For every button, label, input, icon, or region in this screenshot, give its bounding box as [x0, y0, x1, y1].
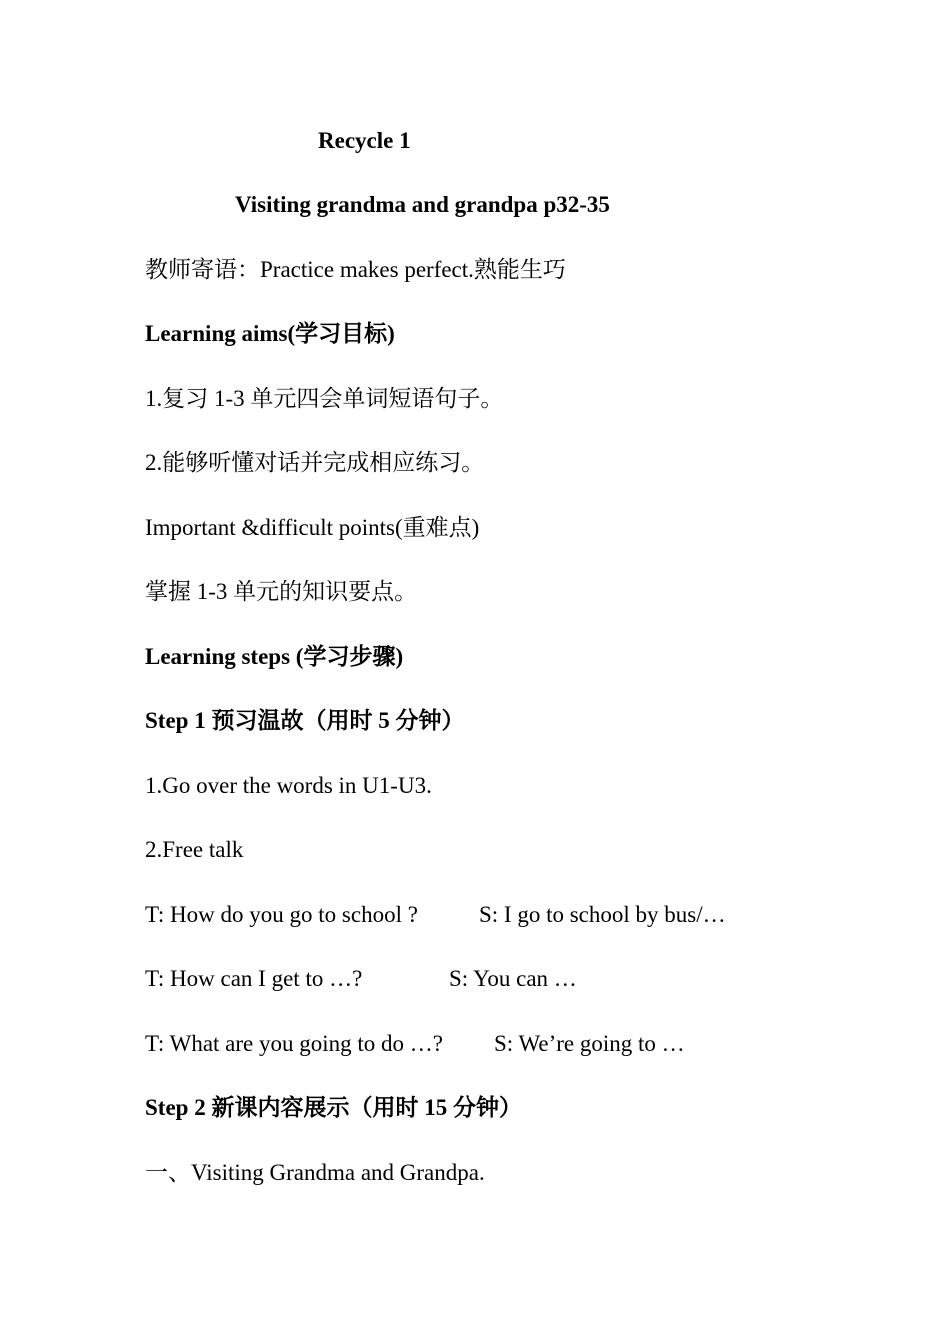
student-line: S: I go to school by bus/…: [479, 902, 726, 927]
document-title: Recycle 1: [318, 128, 411, 153]
dialog-line: [145, 964, 577, 994]
key-points-heading: Important &difficult points(重难点): [145, 515, 480, 540]
document-subtitle: Visiting grandma and grandpa p32-35: [235, 192, 610, 217]
dialog-line: [145, 1029, 685, 1059]
teacher-line: T: What are you going to do …?: [145, 1031, 444, 1056]
teacher-message: 教师寄语：Practice makes perfect.熟能生巧: [145, 257, 566, 282]
teacher-line: T: How can I get to …?: [145, 966, 363, 991]
step2-heading: Step 2 新课内容展示（用时 15 分钟）: [145, 1095, 522, 1120]
learning-aim-item: 1.复习 1-3 单元四会单词短语句子。: [145, 386, 504, 411]
step1-item: 2.Free talk: [145, 837, 244, 862]
student-line: S: We’re going to …: [494, 1031, 685, 1056]
learning-aims-heading: Learning aims(学习目标): [145, 321, 395, 346]
step2-section: 一、Visiting Grandma and Grandpa.: [145, 1160, 485, 1185]
dialog-line: [145, 900, 726, 930]
learning-aim-item: 2.能够听懂对话并完成相应练习。: [145, 450, 485, 475]
step1-item: 1.Go over the words in U1-U3.: [145, 773, 432, 798]
step1-heading: Step 1 预习温故（用时 5 分钟）: [145, 708, 465, 733]
key-points-text: 掌握 1-3 单元的知识要点。: [145, 579, 418, 604]
student-line: S: You can …: [449, 966, 577, 991]
learning-steps-heading: Learning steps (学习步骤): [145, 644, 404, 669]
teacher-line: T: How do you go to school ?: [145, 902, 418, 927]
